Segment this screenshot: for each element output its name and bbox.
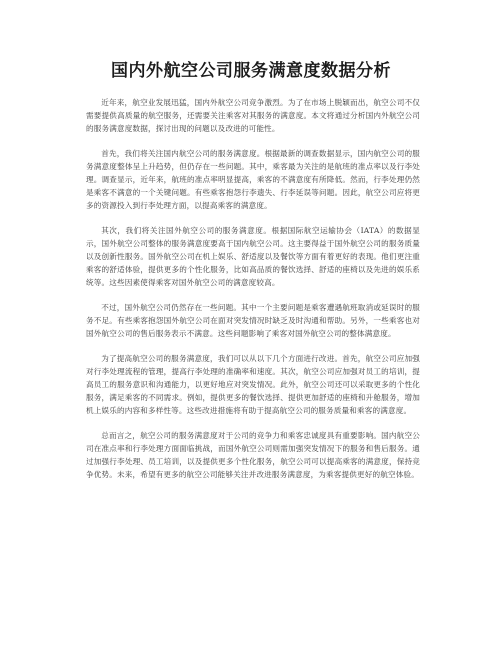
paragraph-conclusion: 总而言之，航空公司的服务满意度对于公司的竞争力和乘客忠诚度具有重要影响。国内航空公司在准点率和行李处理方面面临挑战，而国外航空公司则需加强突发情况下的服务和售后服务。通过加强行李处理、员工培训，以及提供更多个性化服务，航空公司可以提高乘客的满意度，保持竞争优势。未来，希望有更多的航空公司能够关注并改进服务满意度，为乘客提供更好的航空体验。: [86, 431, 420, 479]
paragraph-international: 其次，我们将关注国外航空公司的服务满意度。根据国际航空运输协会（IATA）的数据显示，国外航空公司整体的服务满意度要高于国内航空公司。这主要得益于国外航空公司的服务质量以及创新性服务。国外航空公司在机上娱乐、舒适度以及餐饮等方面有着更好的表现。他们更注重乘客的舒适体验，提供更多的个性化服务，比如高品质的餐饮选择、舒适的座椅以及先进的娱乐系统等。这些因素使得乘客对国外航空公司的满意度较高。: [86, 226, 420, 287]
document-title: 国内外航空公司服务满意度数据分析: [111, 61, 391, 81]
paragraph-intro: 近年来，航空业发展迅猛，国内外航空公司竞争激烈。为了在市场上脱颖而出，航空公司不仅需要提供高质量的航空服务，还需要关注乘客对其服务的满意度。本文将通过分析国内外航空公司的服务满意度数据，探讨出现的问题以及改进的可能性。: [86, 98, 420, 133]
document-body: [86, 96, 420, 493]
paragraph-international-issues: 不过，国外航空公司仍然存在一些问题。其中一个主要问题是乘客遭遇航班取消或延误时的服务不足。有些乘客抱怨国外航空公司在面对突发情况时缺乏及时沟通和帮助。另外，一些乘客也对国外航空公司的售后服务表示不满意。这些问题影响了乘客对国外航空公司的整体满意度。: [86, 303, 420, 338]
paragraph-domestic: 首先，我们将关注国内航空公司的服务满意度。根据最新的调查数据显示，国内航空公司的服务满意度整体呈上升趋势，但仍存在一些问题。其中，乘客最为关注的是航班的准点率以及行李处理。调查显示，近年来，航班的准点率明显提高，乘客的不满意度有所降低。然而，行李处理仍然是乘客不满意的一个关键问题。有些乘客抱怨行李遗失、行李延误等问题。因此，航空公司应将更多的资源投入到行李处理方面，以提高乘客的满意度。: [86, 149, 420, 210]
paragraph-improvements: 为了提高航空公司的服务满意度，我们可以从以下几个方面进行改进。首先，航空公司应加强对行李处理流程的管理，提高行李处理的准确率和速度。其次，航空公司应加强对员工的培训，提高员工的服务意识和沟通能力，以更好地应对突发情况。此外，航空公司还可以采取更多的个性化服务，满足乘客的不同需求。例如，提供更多的餐饮选择、提供更加舒适的座椅和升舱服务，增加机上娱乐的内容和多样性等。这些改进措施将有助于提高航空公司的服务质量和乘客的满意度。: [86, 354, 420, 415]
